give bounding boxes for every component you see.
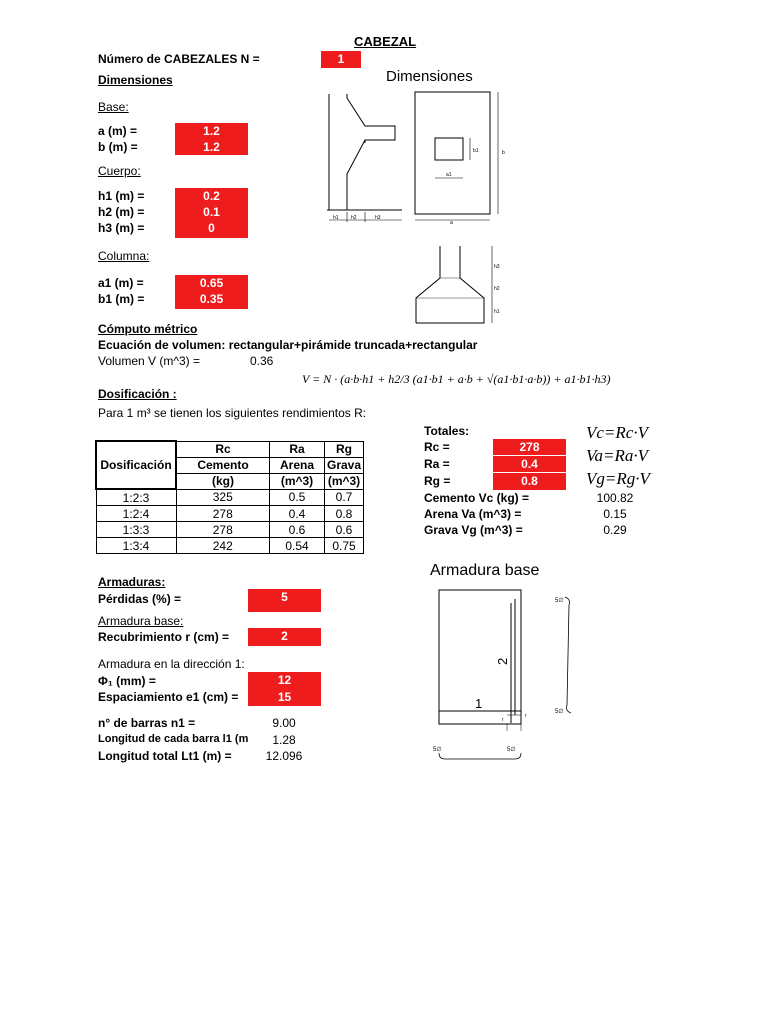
longitud-label: Longitud de cada barra l1 (m xyxy=(98,733,249,745)
a1-value: 0.65 xyxy=(199,276,224,290)
recubrimiento-value: 2 xyxy=(281,629,288,643)
h2-label: h2 (m) = xyxy=(98,205,145,219)
diagram2-title: Armadura base xyxy=(430,562,540,579)
rc-value-cell[interactable] xyxy=(493,439,566,455)
h1-value: 0.2 xyxy=(203,189,220,203)
formula-vg: Vg=Rg·V xyxy=(586,469,650,488)
sec-label-h1: h1 xyxy=(494,309,500,315)
table-row xyxy=(96,538,364,554)
dim-label-h3: h3 xyxy=(375,215,381,221)
direccion1-heading: Armadura en la dirección 1: xyxy=(98,657,245,671)
cell: 325 xyxy=(176,489,270,506)
recubrimiento-value-cell[interactable] xyxy=(248,628,321,646)
bar-label-1: 1 xyxy=(475,696,483,711)
cell: 0.8 xyxy=(325,506,364,522)
rc-value: 278 xyxy=(519,440,540,454)
page-title: CABEZAL xyxy=(354,34,417,49)
cell: 242 xyxy=(176,538,270,554)
espaciamiento-label: Espaciamiento e1 (cm) = xyxy=(98,690,239,704)
col-code-rc: Rc xyxy=(176,441,270,457)
cell: 278 xyxy=(176,506,270,522)
sec-label-h2: h2 xyxy=(494,286,500,292)
r-mark-1: r xyxy=(502,717,504,723)
dim-label-h2: h2 xyxy=(351,215,357,221)
ra-value: 0.4 xyxy=(521,457,538,471)
col-code-rg: Rg xyxy=(325,441,364,457)
armaduras-heading: Armaduras: xyxy=(98,575,166,589)
phi-label: Φ₁ (mm) = xyxy=(98,674,156,688)
phi-mark-bottom-right: 5∅ xyxy=(507,747,516,753)
rc-label: Rc = xyxy=(424,440,450,454)
recubrimiento-label: Recubrimiento r (cm) = xyxy=(98,630,230,644)
b1-value-cell[interactable] xyxy=(175,291,248,309)
ecuacion-label: Ecuación de volumen: rectangular+pirámide truncada+rectangular xyxy=(98,338,478,352)
ra-value-cell[interactable] xyxy=(493,456,566,472)
cuerpo-heading: Cuerpo: xyxy=(98,164,141,178)
n-value: 1 xyxy=(337,52,345,66)
h2-value: 0.1 xyxy=(203,205,220,219)
phi-mark-right: 5∅ xyxy=(555,709,564,715)
h3-label: h3 (m) = xyxy=(98,221,145,235)
ra-label: Ra = xyxy=(424,457,450,471)
longitud-total-value: 12.096 xyxy=(265,749,303,763)
formula-vc: Vc=Rc·V xyxy=(586,423,648,442)
espaciamiento-value-cell[interactable] xyxy=(248,689,321,706)
dim-label-a: a xyxy=(450,220,453,226)
sec-label-h3: h3 xyxy=(494,264,500,270)
a1-value-cell[interactable] xyxy=(175,275,248,291)
perdidas-value: 5 xyxy=(281,590,288,604)
totales-label: Totales: xyxy=(424,424,470,438)
nbarras-label: n° de barras n1 = xyxy=(98,716,196,730)
armadura-base-heading: Armadura base: xyxy=(98,614,184,628)
dosificacion-table xyxy=(95,440,364,554)
col-unit-cemento: (kg) xyxy=(176,473,270,489)
col-name-grava: Grava xyxy=(325,457,364,473)
bar-label-2: 2 xyxy=(495,657,510,665)
vc-label: Cemento Vc (kg) = xyxy=(424,491,530,505)
n-label: Número de CABEZALES N = xyxy=(98,52,260,66)
longitud-total-label: Longitud total Lt1 (m) = xyxy=(98,749,232,763)
nbarras-value: 9.00 xyxy=(272,716,296,730)
cell: 1:2:3 xyxy=(96,489,176,506)
dim-label-b1: b1 xyxy=(473,148,479,154)
dimensiones-heading: Dimensiones xyxy=(98,73,173,87)
dim-label-b: b xyxy=(502,150,505,156)
rg-value-cell[interactable] xyxy=(493,473,566,490)
cell: 0.54 xyxy=(270,538,325,554)
h1-label: h1 (m) = xyxy=(98,189,145,203)
a-value: 1.2 xyxy=(203,124,220,138)
a1-label: a1 (m) = xyxy=(98,276,144,290)
cell: 1:3:3 xyxy=(96,522,176,538)
computo-heading: Cómputo métrico xyxy=(98,322,198,336)
dim-label-a1: a1 xyxy=(446,172,452,178)
phi-mark-bottom-left: 5∅ xyxy=(433,747,442,753)
armadura-diagram xyxy=(425,585,585,770)
vg-value: 0.29 xyxy=(603,523,627,537)
perdidas-label: Pérdidas (%) = xyxy=(98,592,182,606)
cell: 0.4 xyxy=(270,506,325,522)
a-label: a (m) = xyxy=(98,124,138,138)
h3-value-cell[interactable] xyxy=(175,220,248,238)
table-row xyxy=(96,506,364,522)
phi-mark-top: 5∅ xyxy=(555,598,564,604)
col-unit-arena: (m^3) xyxy=(270,473,325,489)
table-row xyxy=(96,522,364,538)
columna-heading: Columna: xyxy=(98,249,150,263)
rg-value: 0.8 xyxy=(521,474,538,488)
vg-label: Grava Vg (m^3) = xyxy=(424,523,523,537)
cell: 0.7 xyxy=(325,489,364,506)
n-value-cell[interactable] xyxy=(321,51,361,68)
col-code-ra: Ra xyxy=(270,441,325,457)
base-heading: Base: xyxy=(98,100,129,114)
dimensiones-diagram xyxy=(320,88,520,328)
cell: 0.5 xyxy=(270,489,325,506)
cell: 0.75 xyxy=(325,538,364,554)
vc-value: 100.82 xyxy=(596,491,634,505)
formula-va: Va=Ra·V xyxy=(586,446,648,465)
cell: 1:2:4 xyxy=(96,506,176,522)
phi-value: 12 xyxy=(277,673,292,687)
table-row-header: Dosificación xyxy=(96,441,176,489)
rendimientos-text: Para 1 m³ se tienen los siguientes rendimientos R: xyxy=(98,406,367,420)
diagram1-title: Dimensiones xyxy=(386,68,473,85)
cell: 0.6 xyxy=(325,522,364,538)
longitud-value: 1.28 xyxy=(272,733,296,747)
cell: 278 xyxy=(176,522,270,538)
volume-formula: V = N · (a·b·h1 + h2/3 (a1·b1 + a·b + √(a1·b1·a·b)) + a1·b1·h3) xyxy=(302,372,611,386)
volumen-value: 0.36 xyxy=(250,354,274,368)
col-name-cemento: Cemento xyxy=(176,457,270,473)
rg-label: Rg = xyxy=(424,474,451,488)
perdidas-value-cell[interactable] xyxy=(248,589,321,612)
volumen-label: Volumen V (m^3) = xyxy=(98,354,201,368)
a-value-cell[interactable] xyxy=(175,123,248,139)
b-value: 1.2 xyxy=(203,140,220,154)
cell: 0.6 xyxy=(270,522,325,538)
r-mark-2: r xyxy=(525,713,527,719)
table-row xyxy=(96,489,364,506)
b1-value: 0.35 xyxy=(199,292,224,306)
dim-label-h1: h1 xyxy=(333,215,339,221)
b-value-cell[interactable] xyxy=(175,139,248,155)
h1-value-cell[interactable] xyxy=(175,188,248,204)
h2-value-cell[interactable] xyxy=(175,204,248,220)
va-label: Arena Va (m^3) = xyxy=(424,507,522,521)
espaciamiento-value: 15 xyxy=(277,690,292,704)
phi-value-cell[interactable] xyxy=(248,672,321,689)
dosificacion-heading: Dosificación : xyxy=(98,387,177,401)
va-value: 0.15 xyxy=(603,507,627,521)
col-name-arena: Arena xyxy=(270,457,325,473)
col-unit-grava: (m^3) xyxy=(325,473,364,489)
b-label: b (m) = xyxy=(98,140,138,154)
h3-value: 0 xyxy=(208,221,215,235)
b1-label: b1 (m) = xyxy=(98,292,145,306)
cell: 1:3:4 xyxy=(96,538,176,554)
